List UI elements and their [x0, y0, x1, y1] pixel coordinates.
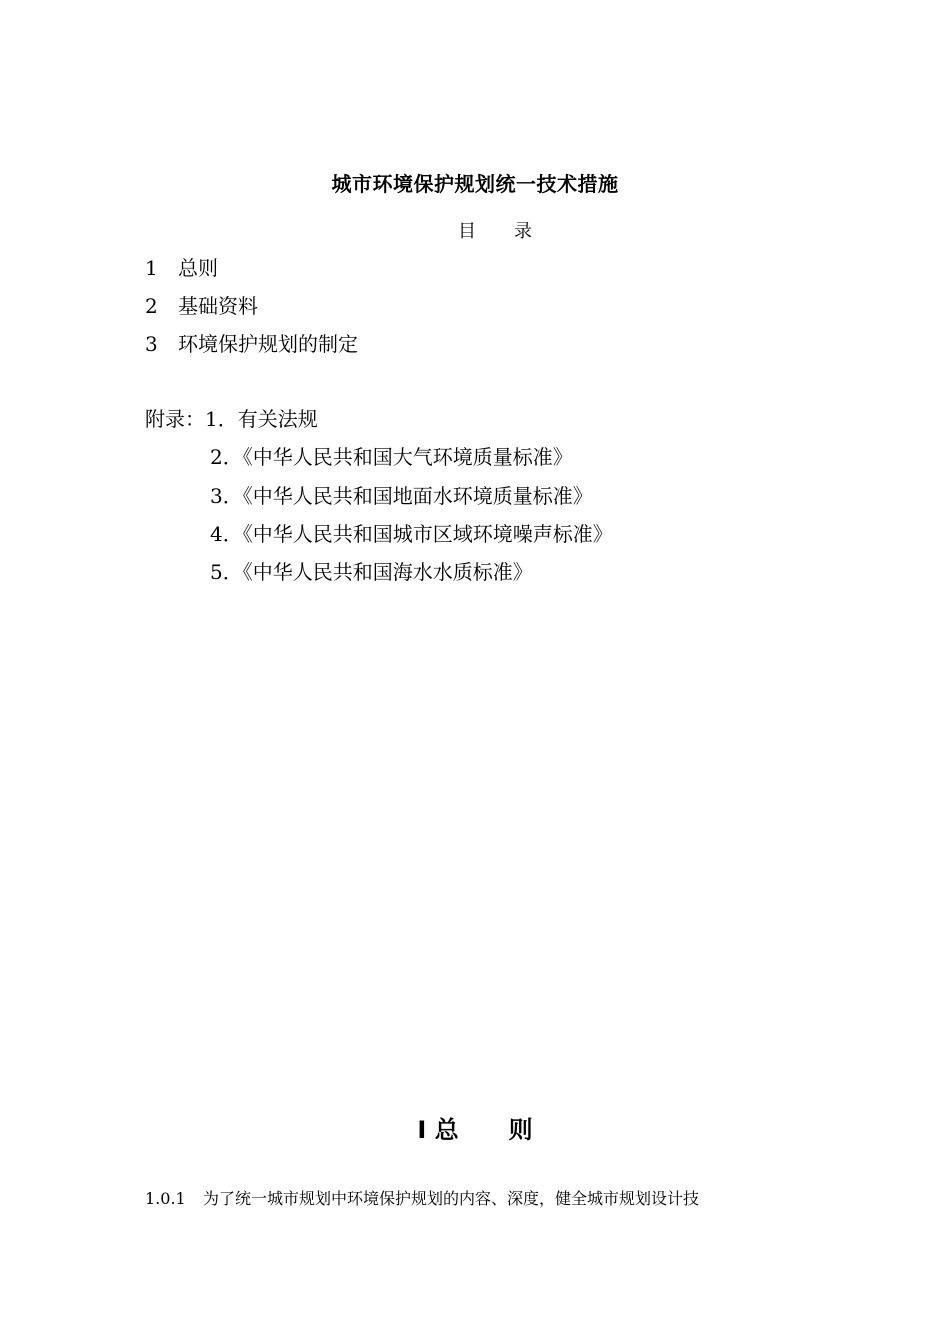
clause-number: 1.0.1: [145, 1189, 186, 1208]
toc-item: [145, 252, 218, 281]
toc-item-label: 总则: [178, 256, 218, 280]
appendix-item: 5．《中华人民共和国海水水质标准》: [210, 560, 533, 584]
section-title-char-2: 则: [508, 1116, 533, 1144]
document-title: 城市环境保护规划统一技术措施: [331, 172, 619, 196]
toc-item: [145, 328, 358, 357]
clause-paragraph: [145, 1186, 699, 1209]
section-number: Ⅰ: [417, 1116, 427, 1144]
toc-item-number: 3: [145, 332, 158, 356]
toc-item-number: 1: [145, 256, 158, 280]
toc-heading-char-2: 录: [514, 221, 532, 242]
section-heading: [0, 1110, 950, 1145]
toc-item-label: 环境保护规划的制定: [178, 332, 358, 356]
appendix-item: 3．《中华人民共和国地面水环境质量标准》: [210, 484, 593, 508]
toc-heading-char-1: 目: [458, 221, 476, 242]
section-title-char-1: 总: [434, 1116, 459, 1144]
appendix-first-line: [145, 403, 318, 432]
toc-item-label: 基础资料: [178, 294, 258, 318]
toc-heading: [0, 217, 950, 243]
appendix-item: 4．《中华人民共和国城市区域环境噪声标准》: [210, 522, 613, 546]
appendix-item: 2．《中华人民共和国大气环境质量标准》: [210, 445, 573, 469]
appendix-prefix: 附录：: [145, 407, 205, 431]
appendix-item: 1．有关法规: [205, 407, 318, 431]
clause-text: 为了统一城市规划中环境保护规划的内容、深度，健全城市规划设计技: [203, 1189, 700, 1208]
toc-item: [145, 290, 258, 319]
toc-item-number: 2: [145, 294, 158, 318]
